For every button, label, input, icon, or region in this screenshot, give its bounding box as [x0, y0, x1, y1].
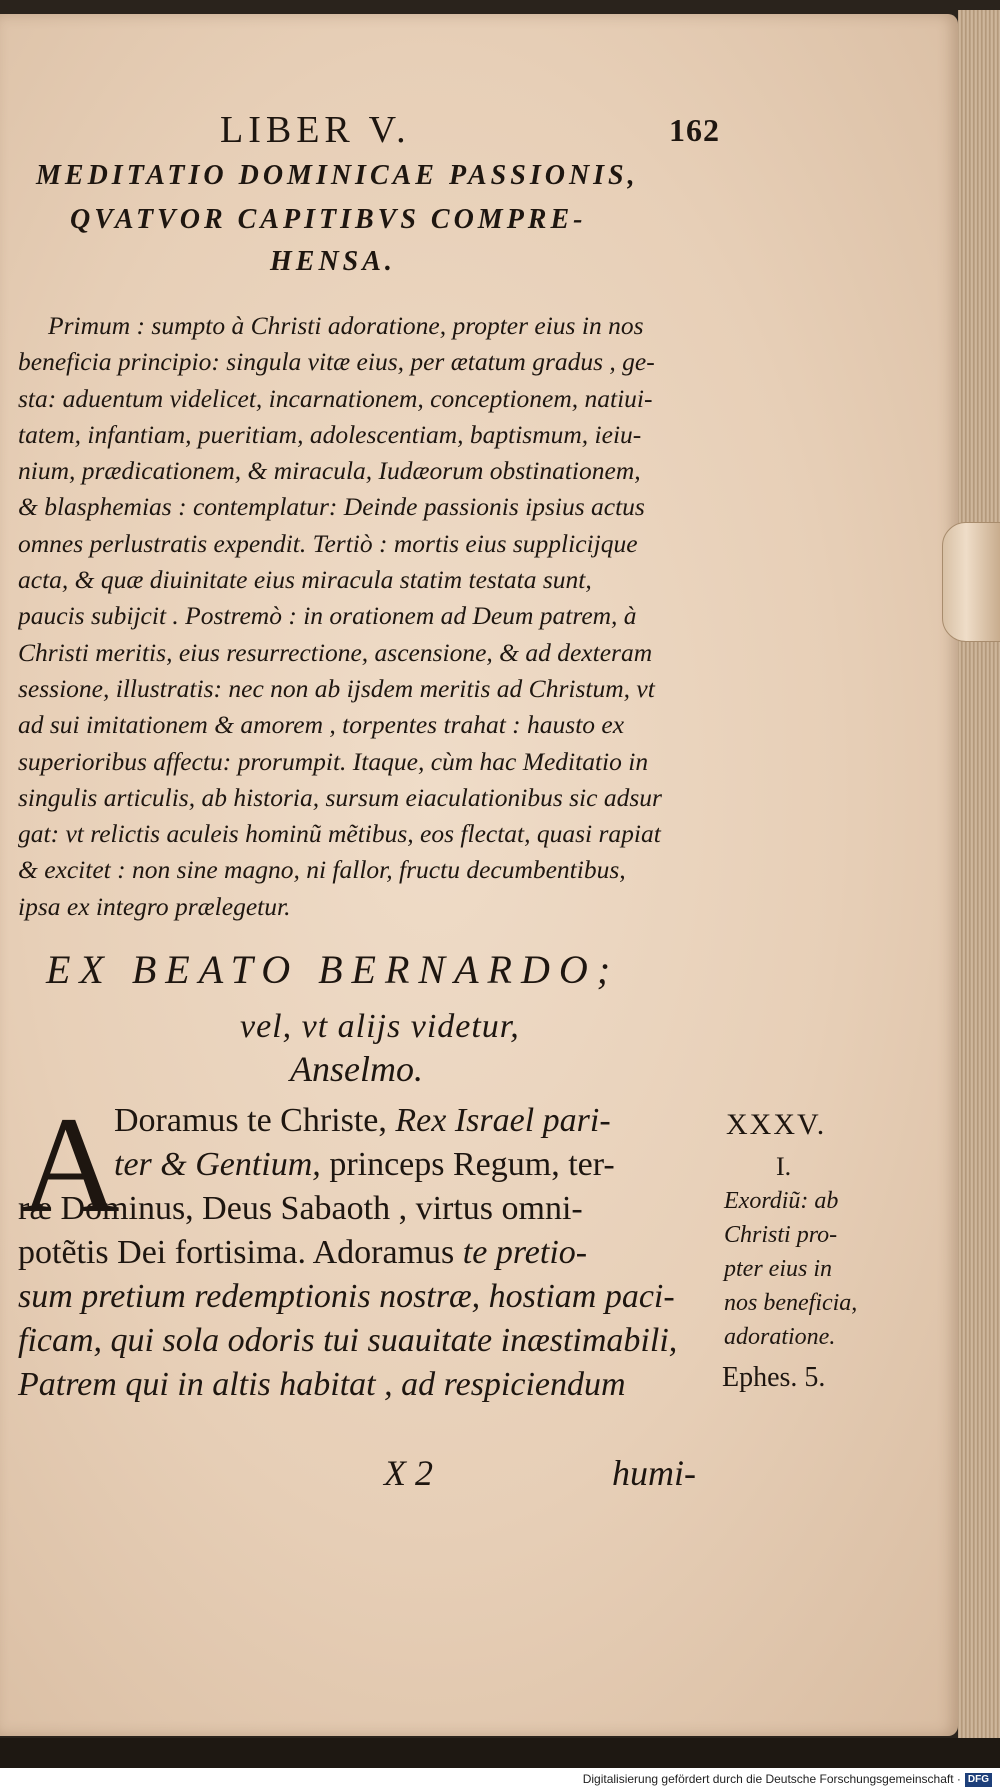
body-line: sum pretium redemptionis nostræ, hostiam paci-	[18, 1278, 675, 1315]
body-line: ræ Dominus, Deus Sabaoth , virtus omni-	[18, 1190, 583, 1227]
summary-line: superioribus affectu: prorumpit. Itaque, cùm hac Meditatio in	[18, 746, 649, 776]
digitization-credit	[0, 1768, 1000, 1791]
page-header	[220, 108, 720, 156]
margin-note-line: adoratione.	[724, 1324, 836, 1350]
summary-line: paucis subijcit . Postremò : in orationem ad Deum patrem, à	[18, 601, 637, 631]
summary-line: sessione, illustratis: nec non ab ijsdem meritis ad Christum, vt	[18, 673, 655, 703]
margin-reference: Ephes. 5.	[722, 1362, 826, 1393]
summary-line: singulis articulis, ab historia, sursum eiaculationibus sic adsur	[18, 782, 662, 812]
title-line-3: HENSA.	[270, 246, 396, 277]
margin-note-line: nos beneficia,	[724, 1290, 858, 1316]
summary-line: sta: aduentum videlicet, incarnationem, conceptionem, natiui-	[18, 383, 653, 413]
drop-cap: A	[20, 1088, 120, 1241]
credit-text: Digitalisierung gefördert durch die Deutsche Forschungsgemeinschaft ·	[582, 1772, 961, 1786]
section-subtitle: vel, vt alijs videtur,	[240, 1008, 520, 1045]
summary-line: acta, & quæ diuinitate eius miracula statim testata sunt,	[18, 565, 592, 595]
margin-note-line: Exordiũ: ab	[724, 1188, 839, 1214]
scan-bottom-bar	[0, 1738, 1000, 1768]
margin-subnumber: I.	[776, 1152, 792, 1181]
body-line: ficam, qui sola odoris tui suauitate inæstimabili,	[18, 1322, 678, 1359]
body-line: Patrem qui in altis habitat , ad respiciendum	[18, 1366, 626, 1403]
summary-line: & blasphemias : contemplatur: Deinde passionis ipsius actus	[18, 492, 645, 522]
summary-line: tatem, infantiam, pueritiam, adolescentiam, baptismum, ieiu-	[18, 419, 642, 449]
summary-line: ad sui imitationem & amorem , torpentes trahat : hausto ex	[18, 710, 625, 740]
summary-line: beneficia principio: singula vitæ eius, per ætatum gradus , ge-	[18, 347, 655, 377]
page-edges	[958, 10, 1000, 1740]
dfg-logo: DFG	[965, 1773, 992, 1787]
book-clasp	[942, 522, 1000, 642]
page-number: 162	[669, 112, 720, 148]
summary-line: & excitet : non sine magno, ni fallor, fructu decumbentibus,	[18, 855, 626, 885]
summary-paragraph	[18, 308, 730, 925]
catchword: humi-	[612, 1453, 696, 1493]
section-author: Anselmo.	[290, 1049, 423, 1089]
margin-note-line: pter eius in	[724, 1256, 832, 1282]
margin-note-line: Christi pro-	[724, 1222, 838, 1248]
summary-line: gat: vt relictis aculeis hominũ mẽtibus, eos flectat, quasi rapiat	[18, 819, 661, 849]
title-line-1: MEDITATIO DOMINICAE PASSIONIS,	[36, 160, 639, 191]
running-head: LIBER V.	[220, 109, 411, 151]
summary-line: Primum : sumpto à Christi adoratione, propter eius in nos	[48, 311, 644, 340]
summary-line: nium, prædicationem, & miracula, Iudæorum obstinationem,	[18, 456, 641, 486]
body-line: potẽtis Dei fortisima. Adoramus te pretio-	[18, 1234, 588, 1271]
margin-section-number: XXXV.	[726, 1108, 827, 1141]
summary-line: ipsa ex integro prælegetur.	[18, 891, 291, 921]
body-line: Doramus te Christe, Rex Israel pari-	[114, 1102, 611, 1139]
body-line: ter & Gentium, princeps Regum, ter-	[114, 1146, 615, 1183]
title-line-2: QVATVOR CAPITIBVS COMPRE-	[70, 204, 587, 235]
summary-line: omnes perlustratis expendit. Tertiò : mortis eius supplicijque	[18, 528, 638, 558]
summary-line: Christi meritis, eius resurrectione, ascensione, & ad dexteram	[18, 637, 653, 667]
section-title: EX BEATO BERNARDO;	[46, 947, 620, 992]
signature-mark: X 2	[384, 1453, 433, 1493]
